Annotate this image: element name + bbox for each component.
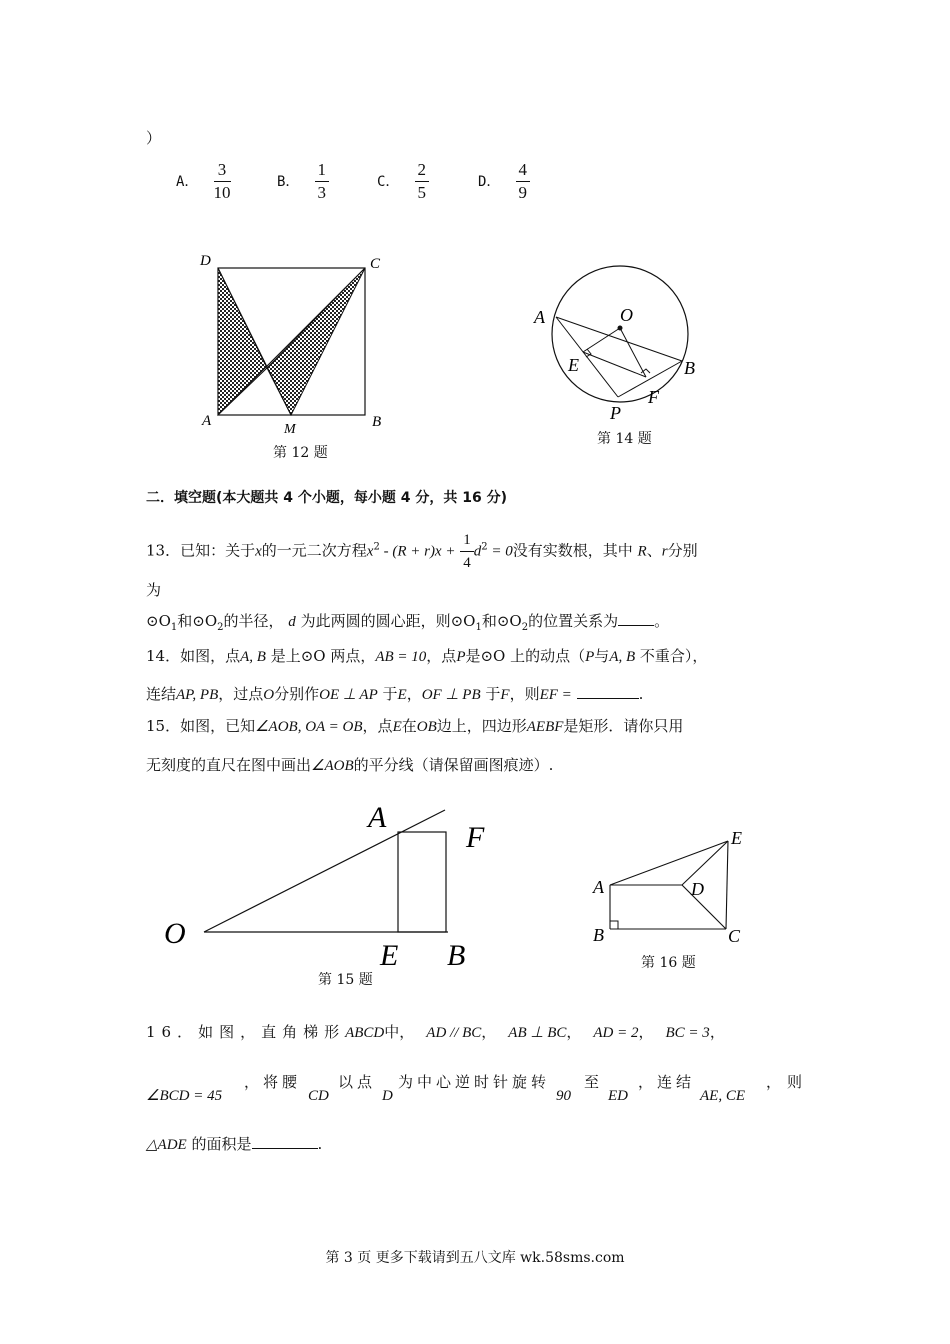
label-b: B — [684, 358, 695, 378]
option-den: 10 — [213, 183, 231, 202]
q15-math: ∠AOB, OA = OB — [255, 719, 363, 735]
q13-text: 的半径， — [223, 612, 284, 630]
fig14-caption: 第 14 题 — [597, 431, 652, 447]
circle-o — [552, 266, 688, 402]
q15-math: ∠AOB — [311, 758, 354, 774]
q14-text: ，则 — [509, 685, 540, 703]
segment-ec — [726, 841, 728, 929]
q14-text: 于 — [382, 685, 398, 703]
option-num: 1 — [315, 160, 330, 182]
fig12-caption: 第 12 题 — [273, 445, 328, 461]
q14-math: A, B — [240, 649, 266, 665]
q16-text: ， — [709, 1023, 725, 1041]
q15-text: 无刻度的直尺在图中画出 — [146, 756, 312, 774]
q14-math: AP, PB — [176, 687, 219, 703]
option-letter: D． — [478, 174, 501, 190]
q13-sub: 1 — [170, 622, 178, 633]
label-m: M — [284, 422, 296, 437]
option-den: 5 — [417, 183, 427, 202]
option-den: 3 — [317, 183, 327, 202]
q13-text: 。 — [654, 612, 670, 630]
q16-text: 中， — [384, 1023, 415, 1041]
q14-math: E — [397, 687, 407, 703]
q14-math: AB = 10 — [375, 649, 427, 665]
question-14-line2 — [146, 684, 643, 705]
q13-frac-den: 4 — [463, 555, 471, 571]
center-o — [618, 326, 623, 331]
segment-oe — [583, 328, 620, 352]
q13-lead: 13．已知：关于 — [146, 541, 256, 560]
label-o: O — [164, 917, 186, 950]
question-15-line1 — [146, 716, 683, 737]
q13-text: 为此两圆的圆心距，则⊙O — [300, 612, 476, 630]
q15-math: E — [392, 719, 402, 735]
q16-math: AE, CE — [700, 1088, 745, 1104]
right-angle-b — [610, 921, 618, 929]
q14-text: 于 — [485, 685, 501, 703]
q14-text: 不重合）， — [639, 647, 708, 665]
label-b: B — [593, 925, 604, 945]
q14-text: ， — [406, 685, 422, 703]
label-e: E — [380, 939, 399, 972]
q14-math: A, B — [609, 649, 636, 665]
label-c: C — [370, 256, 381, 272]
q16-text: 的面积是 — [191, 1135, 252, 1153]
question-15-line2 — [146, 755, 553, 776]
q16-text: 以点 — [338, 1073, 377, 1091]
q13-tail: 分别 — [667, 541, 698, 560]
q13-var: x — [255, 543, 262, 560]
q14-text: 是上⊙O 两点， — [270, 647, 376, 665]
q14-math: P — [585, 649, 595, 665]
segment-of — [620, 328, 646, 377]
q16-math: AB ⊥ BC — [508, 1025, 567, 1041]
q16-math: AD = 2 — [593, 1025, 639, 1041]
q14-math: F — [500, 687, 510, 703]
q14-text: 14．如图，点 — [146, 647, 241, 665]
q13-sub: 1 — [475, 622, 482, 633]
answer-blank[interactable] — [618, 611, 654, 626]
option-num: 2 — [415, 160, 430, 182]
q14-text: 与 — [594, 647, 610, 665]
label-c: C — [728, 926, 741, 946]
q15-text: 边上，四边形 — [436, 717, 527, 735]
q13-var: R — [637, 543, 647, 560]
q13-text: ⊙O — [146, 612, 171, 630]
option-letter: C． — [377, 174, 400, 190]
q14-text: . — [638, 685, 644, 703]
q13-var: d — [288, 614, 296, 630]
q13-eq: = 0 — [487, 543, 513, 560]
q13-exp: 2 — [481, 541, 488, 553]
q16-math: CD — [308, 1088, 329, 1104]
option-letter: A． — [176, 174, 199, 190]
q13-exp: 2 — [373, 541, 380, 553]
q16-math: AD // BC — [426, 1025, 482, 1041]
question-16-line2 — [146, 1072, 809, 1112]
page-footer: 第 3 页 更多下载请到五八文库 wk.58sms.com — [325, 1250, 625, 1266]
option-den: 9 — [518, 183, 528, 202]
question-16-line1 — [146, 1022, 725, 1043]
label-o: O — [620, 305, 633, 325]
q16-text: ，将腰 — [244, 1073, 302, 1091]
q13-wei: 为 — [146, 581, 162, 599]
q16-text: ，连结 — [638, 1073, 696, 1091]
q14-text: 分别作 — [274, 685, 320, 703]
option-c — [377, 160, 429, 203]
label-b: B — [447, 939, 466, 972]
q16-text: 至 — [584, 1073, 600, 1091]
close-paren: ） — [146, 129, 162, 147]
option-a — [176, 160, 231, 203]
q13-text: 和⊙O — [481, 612, 522, 630]
q16-math: ABCD — [345, 1025, 385, 1041]
figure-15 — [160, 795, 500, 975]
q14-text: ，点 — [426, 647, 457, 665]
q13-sub: 2 — [217, 622, 224, 633]
shaded-right-triangle — [267, 268, 365, 415]
q13-sep: 、 — [646, 541, 662, 560]
q13-text: 的位置关系为 — [528, 612, 619, 630]
label-e: E — [731, 828, 742, 848]
fig16-caption: 第 16 题 — [641, 955, 696, 971]
answer-blank[interactable] — [577, 684, 639, 699]
fig15-caption: 第 15 题 — [318, 972, 373, 988]
q16-text: 16．如图，直角梯形 — [146, 1023, 346, 1041]
q13-frac-num: 1 — [460, 530, 474, 552]
q16-text: 为中心逆时针旋转 — [398, 1073, 551, 1091]
q13-mid: 的一元二次方程 — [261, 541, 367, 560]
q14-math: O — [263, 687, 275, 703]
q16-math: ED — [608, 1088, 628, 1104]
label-d: D — [200, 253, 211, 269]
q16-math: △ADE — [146, 1137, 187, 1153]
option-b — [277, 160, 329, 203]
q15-math: AEBF — [526, 719, 564, 735]
label-a: A — [368, 801, 387, 834]
q16-math: D — [382, 1088, 393, 1104]
question-13-line2 — [146, 611, 669, 638]
q13-eq: - (R + r)x + — [379, 543, 456, 560]
figure-14 — [528, 255, 708, 430]
ray-oa — [204, 810, 445, 932]
q14-math: P — [456, 649, 466, 665]
section-title: 二．填空题(本大题共 4 个小题，每小题 4 分，共 16 分) — [146, 490, 508, 506]
option-letter: B． — [277, 174, 300, 190]
chord-ap — [556, 317, 618, 397]
label-b: B — [372, 414, 382, 430]
q15-text: 是矩形．请你只用 — [563, 717, 684, 735]
q16-text: ， — [566, 1023, 582, 1041]
label-d: D — [691, 879, 704, 899]
label-p: P — [610, 403, 621, 423]
q13-tail: 没有实数根，其中 — [512, 541, 633, 560]
figure-12 — [190, 248, 400, 438]
q16-text: ， — [638, 1023, 654, 1041]
q15-text: 的平分线（请保留画图痕迹）. — [353, 756, 554, 774]
option-num: 3 — [214, 160, 231, 182]
q14-text: 连结 — [146, 685, 177, 703]
q15-text: 15．如图，已知 — [146, 717, 256, 735]
q14-text: ，过点 — [218, 685, 264, 703]
side-dc — [682, 885, 726, 929]
q13-eq: x — [366, 543, 374, 560]
q16-math: BC = 3 — [665, 1025, 710, 1041]
label-a: A — [202, 413, 212, 429]
rectangle-aebf — [398, 832, 446, 932]
q14-text: 是⊙O 上的动点（ — [465, 647, 586, 665]
question-13-line1 — [146, 530, 698, 573]
figure-16 — [585, 822, 755, 947]
question-16-line3 — [146, 1134, 322, 1155]
label-a: A — [534, 307, 545, 327]
label-f: F — [466, 821, 485, 854]
question-14-line1 — [146, 646, 707, 667]
label-f: F — [648, 387, 659, 407]
q13-var: r — [661, 543, 668, 560]
answer-blank[interactable] — [252, 1134, 318, 1149]
q16-text: ， — [481, 1023, 497, 1041]
label-a: A — [593, 877, 604, 897]
q16-text: . — [317, 1135, 323, 1153]
q16-math: ∠BCD = 45 — [146, 1088, 223, 1104]
triangle-ade — [610, 841, 728, 885]
option-num: 4 — [516, 160, 531, 182]
option-d — [478, 160, 530, 203]
q14-math: OE ⊥ AP — [319, 687, 378, 703]
q16-math: 90 — [556, 1088, 571, 1104]
shaded-left-triangle — [218, 268, 267, 415]
q15-text: 在 — [401, 717, 417, 735]
q13-sub: 2 — [521, 622, 529, 633]
q13-eq: d — [473, 543, 482, 560]
q15-math: OB — [416, 719, 437, 735]
q14-math: OF ⊥ PB — [421, 687, 481, 703]
label-e: E — [568, 355, 579, 375]
q15-text: ，点 — [362, 717, 393, 735]
q13-text: 和⊙O — [177, 612, 218, 630]
q16-text: ，则 — [766, 1073, 809, 1091]
q14-math: EF = — [539, 687, 572, 703]
